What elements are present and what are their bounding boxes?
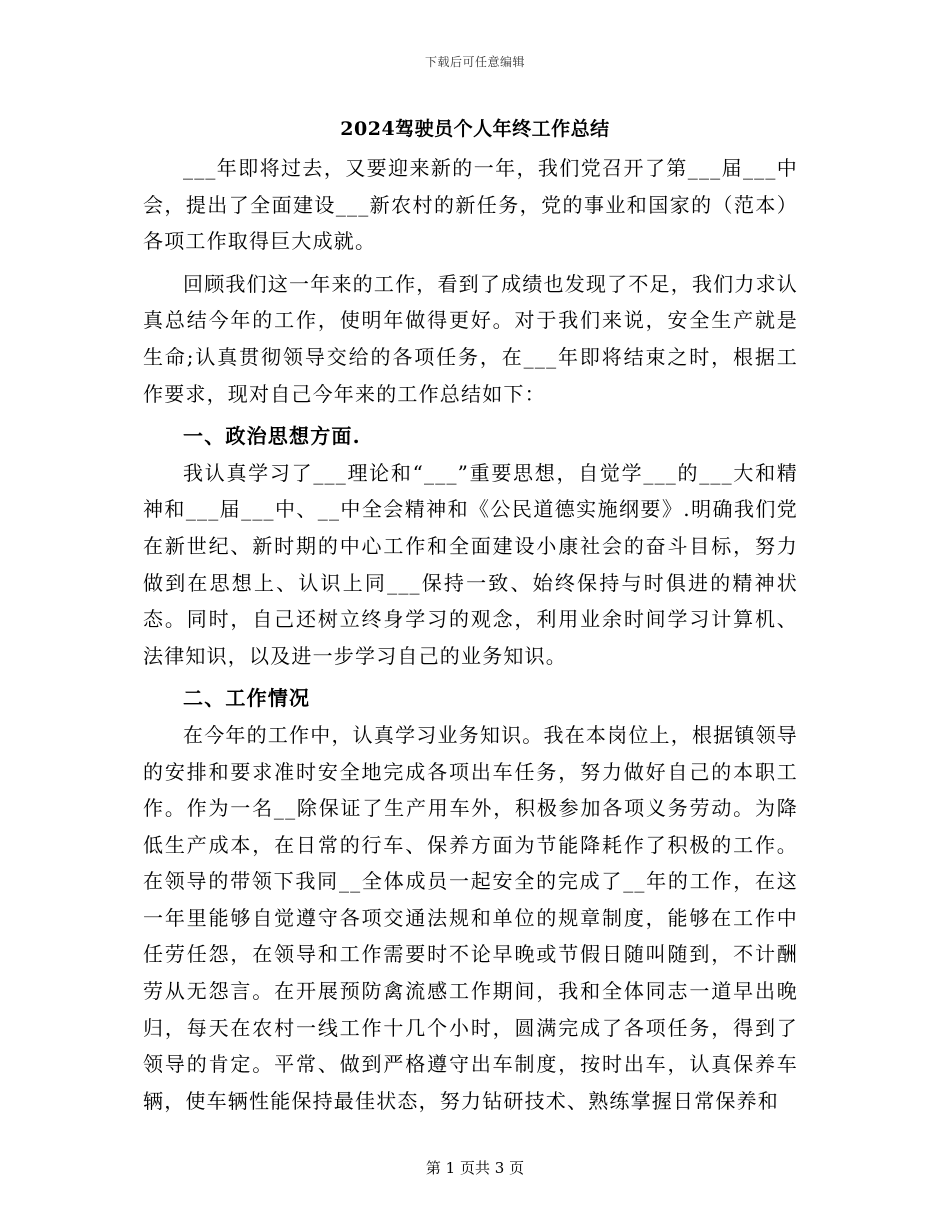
page-number: 第 1 页共 3 页 [425,1159,525,1177]
document-title: 2024驾驶员个人年终工作总结 [340,118,610,140]
section-heading-political: 一、政治思想方面. [183,424,361,449]
header-note: 下载后可任意编辑 [424,55,525,69]
paragraph-political: 我认真学习了___理论和“___”重要思想，自觉学___的___大和精神和___届___中、__中全会精神和《公民道德实施纲要》.明确我们党在新世纪、新时期的中心工作和全面建设小康社会的奋斗目标，努力做到在思想上、认识上同___保持一致、始终保持与时俱进的精神状态。同时，自己还树立终身学习的观念，利用业余时间学习计算机、法律知识，以及进一步学习自己的业务知识。 [143,460,798,668]
paragraph-review: 回顾我们这一年来的工作，看到了成绩也发现了不足，我们力求认真总结今年的工作，使明年做得更好。对于我们来说，安全生产就是生命;认真贯彻领导交给的各项任务，在___年即将结束之时，根据工作要求，现对自己今年来的工作总结如下： [143,271,798,406]
section-heading-work: 二、工作情况 [183,686,311,711]
paragraph-intro: ___年即将过去，又要迎来新的一年，我们党召开了第___届___中会，提出了全面建设___新农村的新任务，党的事业和国家的（范本）各项工作取得巨大成就。 [143,156,798,254]
paragraph-work: 在今年的工作中，认真学习业务知识。我在本岗位上，根据镇领导的安排和要求准时安全地完成各项出车任务，努力做好自己的本职工作。作为一名__除保证了生产用车外，积极参加各项义务劳动。为降低生产成本，在日常的行车、保养方面为节能降耗作了积极的工作。在领导的带领下我同__全体成员一起安全的完成了__年的工作，在这一年里能够自觉遵守各项交通法规和单位的规章制度，能够在工作中任劳任怨，在领导和工作需要时不论早晚或节假日随叫随到，不计酬劳从无怨言。在开展预防禽流感工作期间，我和全体同志一道早出晚归，每天在农村一线工作十几个小时，圆满完成了各项任务，得到了领导的肯定。平常、做到严格遵守出车制度，按时出车，认真保养车辆，使车辆性能保持最佳状态，努力钻研技术、熟练掌握日常保养和 [143,722,798,1113]
document-body [143,150,798,1119]
